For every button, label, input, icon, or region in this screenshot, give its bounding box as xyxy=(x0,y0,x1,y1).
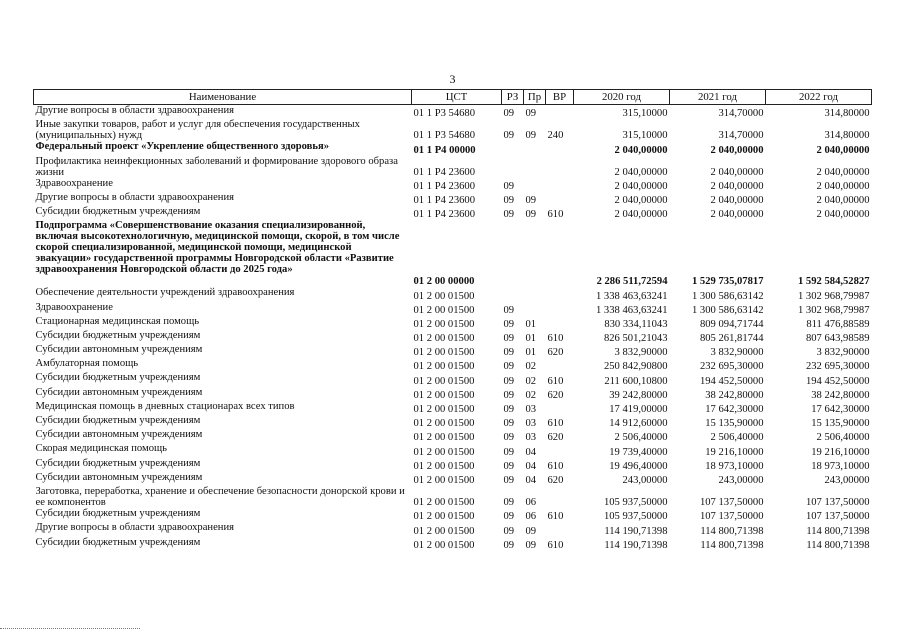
cell-y2020: 211 600,10800 xyxy=(604,375,668,387)
cell-name: Профилактика неинфекционных заболеваний и формирование здорового образа жизни xyxy=(35,155,398,178)
cell-cst: 01 2 00 01500 xyxy=(413,432,475,444)
cell-rz xyxy=(502,141,524,155)
cell-cst: 01 2 00 01500 xyxy=(413,460,475,472)
cell-y2021: 2 040,00000 xyxy=(710,180,764,192)
cell-pr: 04 xyxy=(525,460,537,472)
cell-rz: 09 xyxy=(503,130,515,142)
cell-y2021: 1 300 586,63142 xyxy=(691,304,764,316)
cell-pr: 02 xyxy=(525,361,537,373)
cell-pr xyxy=(524,302,546,316)
cell-rz: 09 xyxy=(503,460,515,472)
cell-y2022: 17 642,30000 xyxy=(811,404,870,415)
cell-pr: 03 xyxy=(525,418,537,430)
table-row xyxy=(34,178,872,192)
cell-vr xyxy=(546,358,574,372)
cell-pr: 03 xyxy=(525,404,537,415)
cell-vr xyxy=(546,105,574,120)
cell-rz: 09 xyxy=(503,375,515,387)
cell-cst: 01 2 00 01500 xyxy=(413,539,475,551)
cell-pr: 04 xyxy=(525,446,537,458)
cell-pr: 06 xyxy=(525,497,537,509)
table-row xyxy=(34,486,872,508)
table-row xyxy=(34,415,872,429)
cell-y2021: 2 040,00000 xyxy=(710,144,764,156)
header-2022: 2022 год xyxy=(766,90,872,105)
cell-vr: 610 xyxy=(547,539,564,551)
header-2021: 2021 год xyxy=(670,90,766,105)
cell-y2021: 194 452,50000 xyxy=(699,375,764,387)
page-number: 3 xyxy=(449,72,456,86)
cell-vr xyxy=(546,486,574,508)
cell-y2022: 2 040,00000 xyxy=(816,166,870,178)
cell-pr: 01 xyxy=(525,347,537,359)
cell-y2020: 17 419,00000 xyxy=(609,404,668,415)
cell-name: Субсидии автономным учреждениям xyxy=(35,471,203,483)
cell-rz: 09 xyxy=(503,418,515,430)
cell-name: Стационарная медицинская помощь xyxy=(35,315,200,327)
table-row xyxy=(34,472,872,486)
cell-cst: 01 1 Р4 00000 xyxy=(413,144,476,156)
cell-y2021: 15 135,90000 xyxy=(705,418,764,430)
cell-cst: 01 1 Р4 23600 xyxy=(413,166,476,178)
cell-y2022: 1 302 968,79987 xyxy=(797,304,870,316)
cell-y2022: 2 040,00000 xyxy=(816,144,870,156)
cell-y2022: 2 040,00000 xyxy=(816,180,870,192)
cell-rz: 09 xyxy=(503,318,515,330)
cell-pr: 01 xyxy=(525,318,537,330)
cell-y2020: 2 040,00000 xyxy=(614,144,668,156)
table-body xyxy=(34,105,872,551)
table-header-row xyxy=(34,90,872,105)
cell-name: Субсидии бюджетным учреждениям xyxy=(35,457,201,469)
cell-rz: 09 xyxy=(503,539,515,551)
cell-y2020: 2 040,00000 xyxy=(614,180,668,192)
cell-rz: 09 xyxy=(503,347,515,359)
cell-pr: 02 xyxy=(525,389,537,401)
cell-y2022: 1 302 968,79987 xyxy=(797,290,870,302)
cell-y2021: 805 261,81744 xyxy=(699,333,764,345)
cell-y2022: 1 592 584,52827 xyxy=(797,276,870,288)
cell-y2020: 250 842,90800 xyxy=(603,361,668,373)
cell-vr: 610 xyxy=(547,209,564,221)
table-row xyxy=(34,287,872,301)
cell-name: Здравоохранение xyxy=(35,301,113,313)
cell-name: Субсидии бюджетным учреждениям xyxy=(35,415,201,426)
cell-cst: 01 2 00 01500 xyxy=(413,497,475,509)
cell-cst: 01 1 Р4 23600 xyxy=(413,195,476,207)
cell-cst: 01 2 00 01500 xyxy=(413,511,475,523)
cell-y2022: 243,00000 xyxy=(824,474,870,486)
cell-cst: 01 2 00 01500 xyxy=(413,525,475,537)
cell-rz: 09 xyxy=(503,333,515,345)
cell-cst: 01 2 00 01500 xyxy=(413,318,475,330)
cell-name: Субсидии бюджетным учреждениям xyxy=(35,206,201,218)
cell-y2021: 114 800,71398 xyxy=(700,525,764,537)
cell-y2022: 18 973,10000 xyxy=(811,460,870,472)
cell-y2021: 2 040,00000 xyxy=(710,209,764,221)
cell-cst: 01 2 00 01500 xyxy=(413,418,475,430)
header-2020: 2020 год xyxy=(574,90,670,105)
cell-y2021: 232 695,30000 xyxy=(699,361,764,373)
cell-name: Амбулаторная помощь xyxy=(35,358,139,370)
cell-vr xyxy=(546,401,574,415)
cell-y2021: 2 040,00000 xyxy=(710,166,764,178)
cell-y2020: 105 937,50000 xyxy=(603,497,668,509)
table-row xyxy=(34,443,872,457)
cell-rz: 09 xyxy=(503,497,515,509)
cell-y2021: 2 506,40000 xyxy=(710,432,764,444)
cell-pr: 01 xyxy=(525,333,537,345)
cell-cst: 01 2 00 01500 xyxy=(413,361,475,373)
cell-y2022: 114 800,71398 xyxy=(806,525,870,537)
cell-rz: 09 xyxy=(503,404,515,415)
header-name: Наименование xyxy=(34,90,412,105)
cell-y2022: 2 040,00000 xyxy=(816,195,870,207)
header-cst: ЦСТ xyxy=(412,90,502,105)
cell-pr: 09 xyxy=(525,539,537,551)
cell-vr xyxy=(546,522,574,536)
table-row xyxy=(34,330,872,344)
cell-y2022: 811 476,88589 xyxy=(806,318,870,330)
cell-rz: 09 xyxy=(503,432,515,444)
cell-y2021: 107 137,50000 xyxy=(699,497,764,509)
cell-cst: 01 2 00 00000 xyxy=(413,276,475,288)
footer-separator xyxy=(0,628,140,629)
cell-pr xyxy=(524,141,546,155)
cell-y2021: 809 094,71744 xyxy=(699,318,764,330)
cell-y2020: 105 937,50000 xyxy=(603,511,668,523)
cell-name: Субсидии автономным учреждениям xyxy=(35,344,203,356)
cell-pr: 09 xyxy=(525,108,537,120)
cell-pr xyxy=(524,220,546,287)
cell-y2020: 1 338 463,63241 xyxy=(595,290,668,302)
cell-y2021: 107 137,50000 xyxy=(699,511,764,523)
cell-cst: 01 1 Р3 54680 xyxy=(413,130,476,142)
cell-cst: 01 2 00 01500 xyxy=(413,333,475,345)
cell-rz: 09 xyxy=(503,180,515,192)
cell-pr: 09 xyxy=(525,209,537,221)
cell-vr xyxy=(546,178,574,192)
cell-y2020: 243,00000 xyxy=(622,474,668,486)
cell-rz: 09 xyxy=(503,209,515,221)
cell-vr: 620 xyxy=(547,389,564,401)
cell-y2020: 1 338 463,63241 xyxy=(595,304,668,316)
cell-vr xyxy=(546,141,574,155)
cell-vr xyxy=(546,192,574,206)
cell-name: Подпрограмма «Совершенствование оказания специализированной, включая высокотехнологичную, медицинской помощи, скорой, в том числе скорой специализированной, медицинской помощи, медицинской эвакуации» государственной программы Новгородской области «Развитие здравоохранения Новгородской области до 2025 года» xyxy=(35,220,400,276)
cell-rz: 09 xyxy=(503,525,515,537)
cell-rz xyxy=(502,287,524,301)
table-row xyxy=(34,372,872,386)
cell-rz: 09 xyxy=(503,511,515,523)
cell-y2022: 107 137,50000 xyxy=(805,511,870,523)
cell-name: Иные закупки товаров, работ и услуг для обеспечения государственных (муниципальных) нужд xyxy=(35,119,360,142)
cell-vr: 610 xyxy=(547,333,564,345)
cell-vr xyxy=(546,220,574,287)
cell-rz: 09 xyxy=(503,304,515,316)
cell-y2021: 1 529 735,07817 xyxy=(691,276,764,288)
cell-y2020: 2 040,00000 xyxy=(614,209,668,221)
cell-y2022: 107 137,50000 xyxy=(805,497,870,509)
cell-name: Другие вопросы в области здравоохранения xyxy=(35,105,234,116)
cell-cst: 01 2 00 01500 xyxy=(413,474,475,486)
cell-y2022: 232 695,30000 xyxy=(805,361,870,373)
cell-vr: 620 xyxy=(547,432,564,444)
cell-rz xyxy=(502,220,524,287)
cell-pr: 09 xyxy=(525,525,537,537)
cell-vr: 620 xyxy=(547,347,564,359)
table-row xyxy=(34,156,872,178)
cell-y2020: 826 501,21043 xyxy=(603,333,668,345)
cell-pr xyxy=(524,178,546,192)
table-row xyxy=(34,206,872,220)
table-row xyxy=(34,387,872,401)
cell-y2021: 18 973,10000 xyxy=(705,460,764,472)
cell-cst: 01 2 00 01500 xyxy=(413,304,475,316)
cell-y2021: 114 800,71398 xyxy=(700,539,764,551)
cell-y2022: 2 506,40000 xyxy=(816,432,870,444)
cell-rz: 09 xyxy=(503,389,515,401)
cell-rz: 09 xyxy=(503,474,515,486)
cell-cst: 01 2 00 01500 xyxy=(413,375,475,387)
cell-y2020: 114 190,71398 xyxy=(604,539,668,551)
cell-rz: 09 xyxy=(503,108,515,120)
table-row xyxy=(34,522,872,536)
cell-rz: 09 xyxy=(503,361,515,373)
cell-cst: 01 2 00 01500 xyxy=(413,290,475,302)
table-row xyxy=(34,316,872,330)
cell-y2021: 3 832,90000 xyxy=(710,347,764,359)
cell-vr: 610 xyxy=(547,418,564,430)
cell-y2020: 830 334,11043 xyxy=(604,318,668,330)
cell-cst: 01 2 00 01500 xyxy=(413,389,475,401)
cell-name: Субсидии бюджетным учреждениям xyxy=(35,508,201,520)
cell-rz xyxy=(502,156,524,178)
cell-vr xyxy=(546,287,574,301)
cell-y2020: 2 040,00000 xyxy=(614,195,668,207)
cell-name: Заготовка, переработка, хранение и обеспечение безопасности донорской крови и ее компонентов xyxy=(35,485,405,508)
cell-pr: 09 xyxy=(525,195,537,207)
table-row xyxy=(34,344,872,358)
cell-y2022: 38 242,80000 xyxy=(811,389,870,401)
table-row xyxy=(34,458,872,472)
cell-name: Субсидии бюджетным учреждениям xyxy=(35,329,201,341)
cell-vr: 620 xyxy=(547,474,564,486)
table-row xyxy=(34,302,872,316)
cell-vr: 610 xyxy=(547,460,564,472)
cell-cst: 01 2 00 01500 xyxy=(413,446,475,458)
cell-pr xyxy=(524,287,546,301)
cell-y2022: 2 040,00000 xyxy=(816,209,870,221)
cell-vr: 610 xyxy=(547,375,564,387)
cell-y2022: 314,80000 xyxy=(824,130,870,142)
cell-y2021: 38 242,80000 xyxy=(705,389,764,401)
cell-vr xyxy=(546,316,574,330)
cell-y2020: 19 496,40000 xyxy=(609,460,668,472)
cell-vr xyxy=(546,443,574,457)
cell-name: Субсидии бюджетным учреждениям xyxy=(35,536,201,548)
cell-cst: 01 1 Р4 23600 xyxy=(413,180,476,192)
cell-y2022: 15 135,90000 xyxy=(811,418,870,430)
cell-y2022: 314,80000 xyxy=(824,108,870,120)
cell-pr xyxy=(524,156,546,178)
cell-vr xyxy=(546,156,574,178)
cell-y2020: 3 832,90000 xyxy=(614,347,668,359)
cell-y2020: 315,10000 xyxy=(622,130,668,142)
cell-name: Скорая медицинская помощь xyxy=(35,443,167,455)
cell-pr: 03 xyxy=(525,432,537,444)
table-row xyxy=(34,508,872,522)
cell-y2021: 243,00000 xyxy=(718,474,764,486)
table-row xyxy=(34,429,872,443)
cell-y2022: 114 800,71398 xyxy=(806,539,870,551)
header-pr: Пр xyxy=(524,90,546,105)
cell-name: Субсидии автономным учреждениям xyxy=(35,429,203,441)
cell-vr: 240 xyxy=(547,130,564,142)
cell-cst: 01 2 00 01500 xyxy=(413,404,475,415)
cell-y2020: 2 040,00000 xyxy=(614,166,668,178)
cell-y2022: 194 452,50000 xyxy=(805,375,870,387)
table-row xyxy=(34,119,872,141)
cell-y2021: 17 642,30000 xyxy=(705,404,764,415)
cell-y2020: 19 739,40000 xyxy=(609,446,668,458)
cell-pr: 04 xyxy=(525,474,537,486)
cell-y2022: 19 216,10000 xyxy=(811,446,870,458)
cell-y2020: 315,10000 xyxy=(622,108,668,120)
cell-y2021: 314,70000 xyxy=(718,130,764,142)
cell-name: Здравоохранение xyxy=(35,177,113,189)
table-row xyxy=(34,358,872,372)
table-row xyxy=(34,192,872,206)
cell-y2021: 1 300 586,63142 xyxy=(691,290,764,302)
cell-name: Медицинская помощь в дневных стационарах всех типов xyxy=(35,400,295,412)
cell-pr: 02 xyxy=(525,375,537,387)
cell-y2021: 314,70000 xyxy=(718,108,764,120)
budget-table xyxy=(33,89,872,551)
header-rz: РЗ xyxy=(502,90,524,105)
cell-y2022: 807 643,98589 xyxy=(805,333,870,345)
cell-y2020: 39 242,80000 xyxy=(609,389,668,401)
cell-pr: 06 xyxy=(525,511,537,523)
header-vr: ВР xyxy=(546,90,574,105)
cell-name: Субсидии автономным учреждениям xyxy=(35,386,203,398)
cell-vr xyxy=(546,302,574,316)
cell-cst: 01 1 Р4 23600 xyxy=(413,209,476,221)
table-row xyxy=(34,401,872,415)
cell-vr: 610 xyxy=(547,511,564,523)
cell-name: Федеральный проект «Укрепление общественного здоровья» xyxy=(35,141,330,153)
cell-name: Обеспечение деятельности учреждений здравоохранения xyxy=(35,287,295,299)
cell-pr: 09 xyxy=(525,130,537,142)
table-row xyxy=(34,141,872,155)
cell-cst: 01 1 Р3 54680 xyxy=(413,108,476,120)
table-row xyxy=(34,105,872,120)
table-row xyxy=(34,537,872,551)
cell-rz: 09 xyxy=(503,195,515,207)
cell-y2022: 3 832,90000 xyxy=(816,347,870,359)
cell-name: Другие вопросы в области здравоохранения xyxy=(35,191,234,203)
cell-y2020: 14 912,60000 xyxy=(609,418,668,430)
cell-name: Субсидии бюджетным учреждениям xyxy=(35,372,201,384)
cell-rz: 09 xyxy=(503,446,515,458)
cell-y2020: 2 286 511,72594 xyxy=(596,276,668,288)
cell-y2021: 2 040,00000 xyxy=(710,195,764,207)
cell-cst: 01 2 00 01500 xyxy=(413,347,475,359)
cell-y2020: 2 506,40000 xyxy=(614,432,668,444)
table-row xyxy=(34,220,872,287)
cell-name: Другие вопросы в области здравоохранения xyxy=(35,522,234,534)
cell-y2021: 19 216,10000 xyxy=(705,446,764,458)
cell-y2020: 114 190,71398 xyxy=(604,525,668,537)
